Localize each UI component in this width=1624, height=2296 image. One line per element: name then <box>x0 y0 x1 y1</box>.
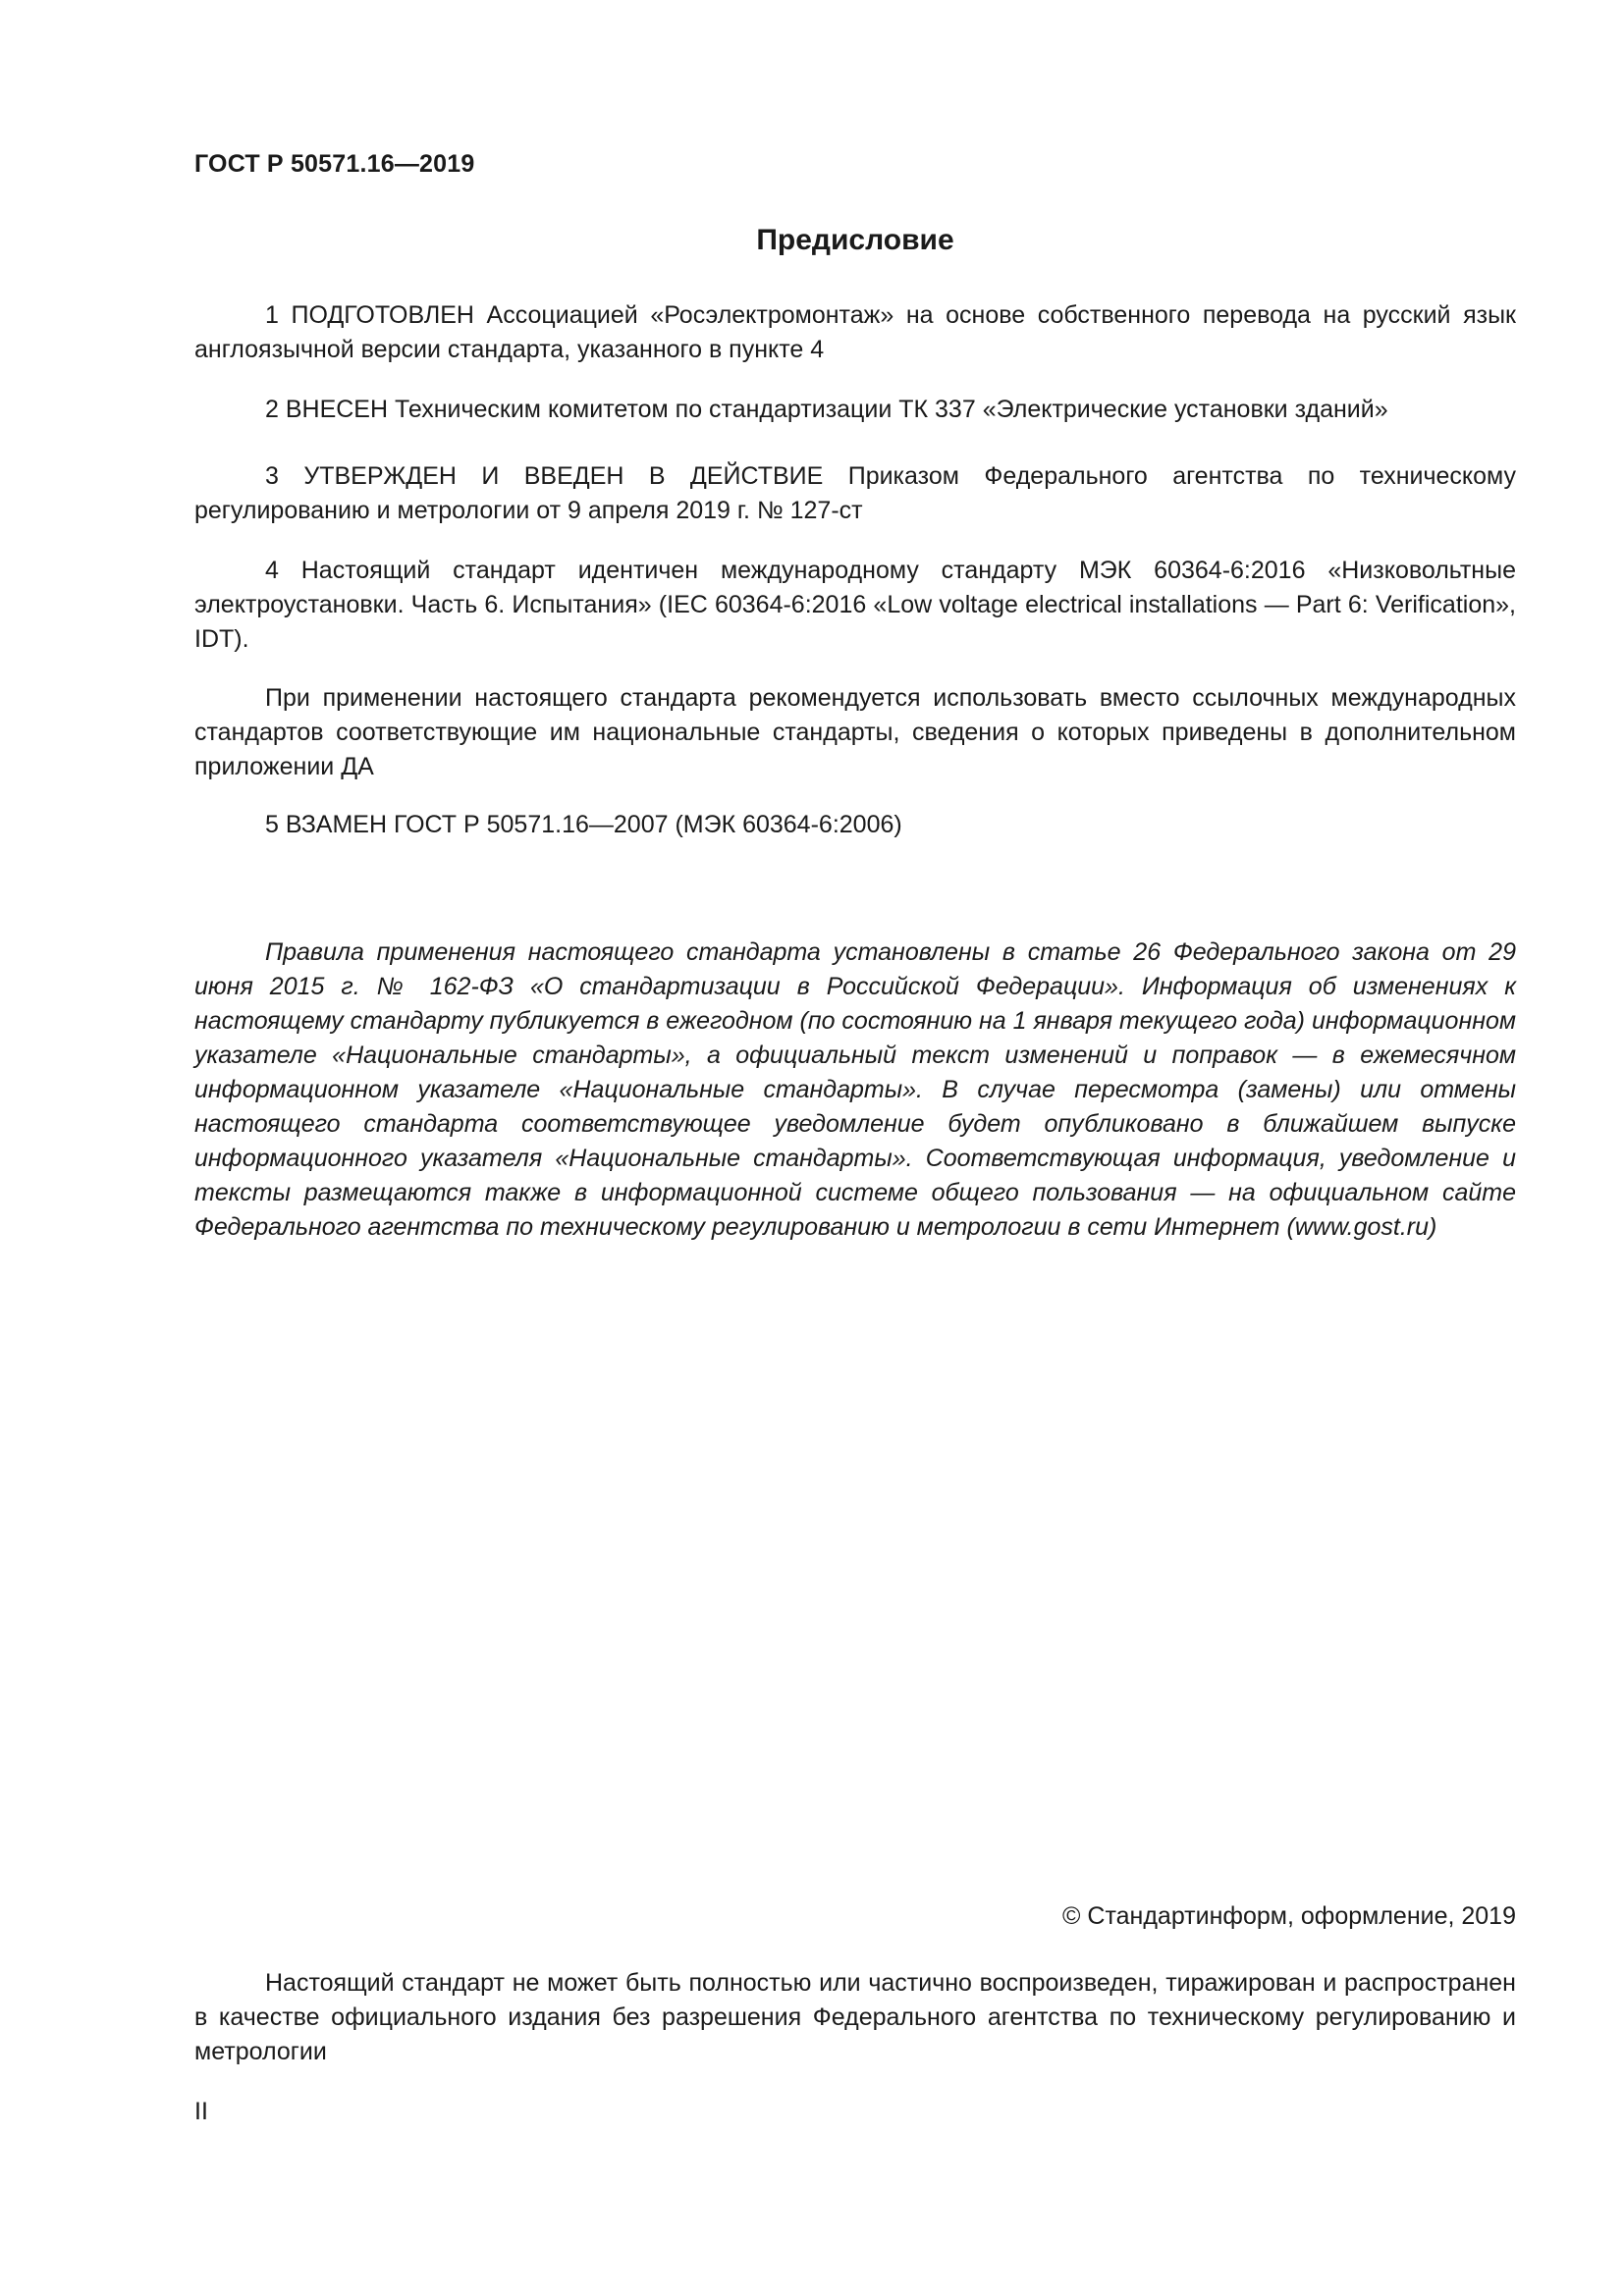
paragraph-application-note: При применении настоящего стандарта рекомендуется использовать вместо ссылочных международных стандартов соответствующие им национальные стандарты, сведения о которых приведены в дополнительном приложении ДА <box>194 684 1516 780</box>
paragraph-prepared-by: 1 ПОДГОТОВЛЕН Ассоциацией «Росэлектромонтаж» на основе собственного перевода на русский язык англоязычной версии стандарта, указанного в пункте 4 <box>194 301 1516 363</box>
standard-code-header: ГОСТ Р 50571.16—2019 <box>194 150 475 178</box>
paragraph-identical-standard: 4 Настоящий стандарт идентичен международному стандарту МЭК 60364-6:2016 «Низковольтные электроустановки. Часть 6. Испытания» (IEC 60364-6:2016 «Low voltage electrical installations — Part 6: Verification», IDT). <box>194 557 1516 653</box>
copyright-line: © Стандартинформ, оформление, 2019 <box>1062 1902 1516 1930</box>
rules-notice: Правила применения настоящего стандарта установлены в статье 26 Федерального закона от 29 июня 2015 г. № 162-ФЗ «О стандартизации в Российской Федерации». Информация об изменениях к настоящему стандарту публикуется в ежегодном (по состоянию на 1 января текущего года) информационном указателе «Национальные стандарты», а официальный текст изменений и поправок — в ежемесячном информационном указателе «Национальные стандарты». В случае пересмотра (замены) или отмены настоящего стандарта соответствующее уведомление будет опубликовано в ближайшем выпуске информационного указателя «Национальные стандарты». Соответствующая информация, уведомление и тексты размещаются также в информационной системе общего пользования — на официальном сайте Федерального агентства по техническому регулированию и метрологии в сети Интернет (www.gost.ru) <box>194 938 1517 1241</box>
paragraph-approved: 3 УТВЕРЖДЕН И ВВЕДЕН В ДЕЙСТВИЕ Приказом Федерального агентства по техническому регулированию и метрологии от 9 апреля 2019 г. № 127-ст <box>194 462 1516 524</box>
page-title: Предисловие <box>756 224 954 256</box>
paragraph-introduced-by: 2 ВНЕСЕН Техническим комитетом по стандартизации ТК 337 «Электрические установки зданий» <box>265 396 1388 423</box>
paragraph-replaces: 5 ВЗАМЕН ГОСТ Р 50571.16—2007 (МЭК 60364-6:2006) <box>265 811 902 838</box>
page-number: II <box>194 2098 208 2125</box>
reproduction-notice: Настоящий стандарт не может быть полностью или частично воспроизведен, тиражирован и распространен в качестве официального издания без разрешения Федерального агентства по техническому регулированию и метрологии <box>194 1969 1516 2065</box>
